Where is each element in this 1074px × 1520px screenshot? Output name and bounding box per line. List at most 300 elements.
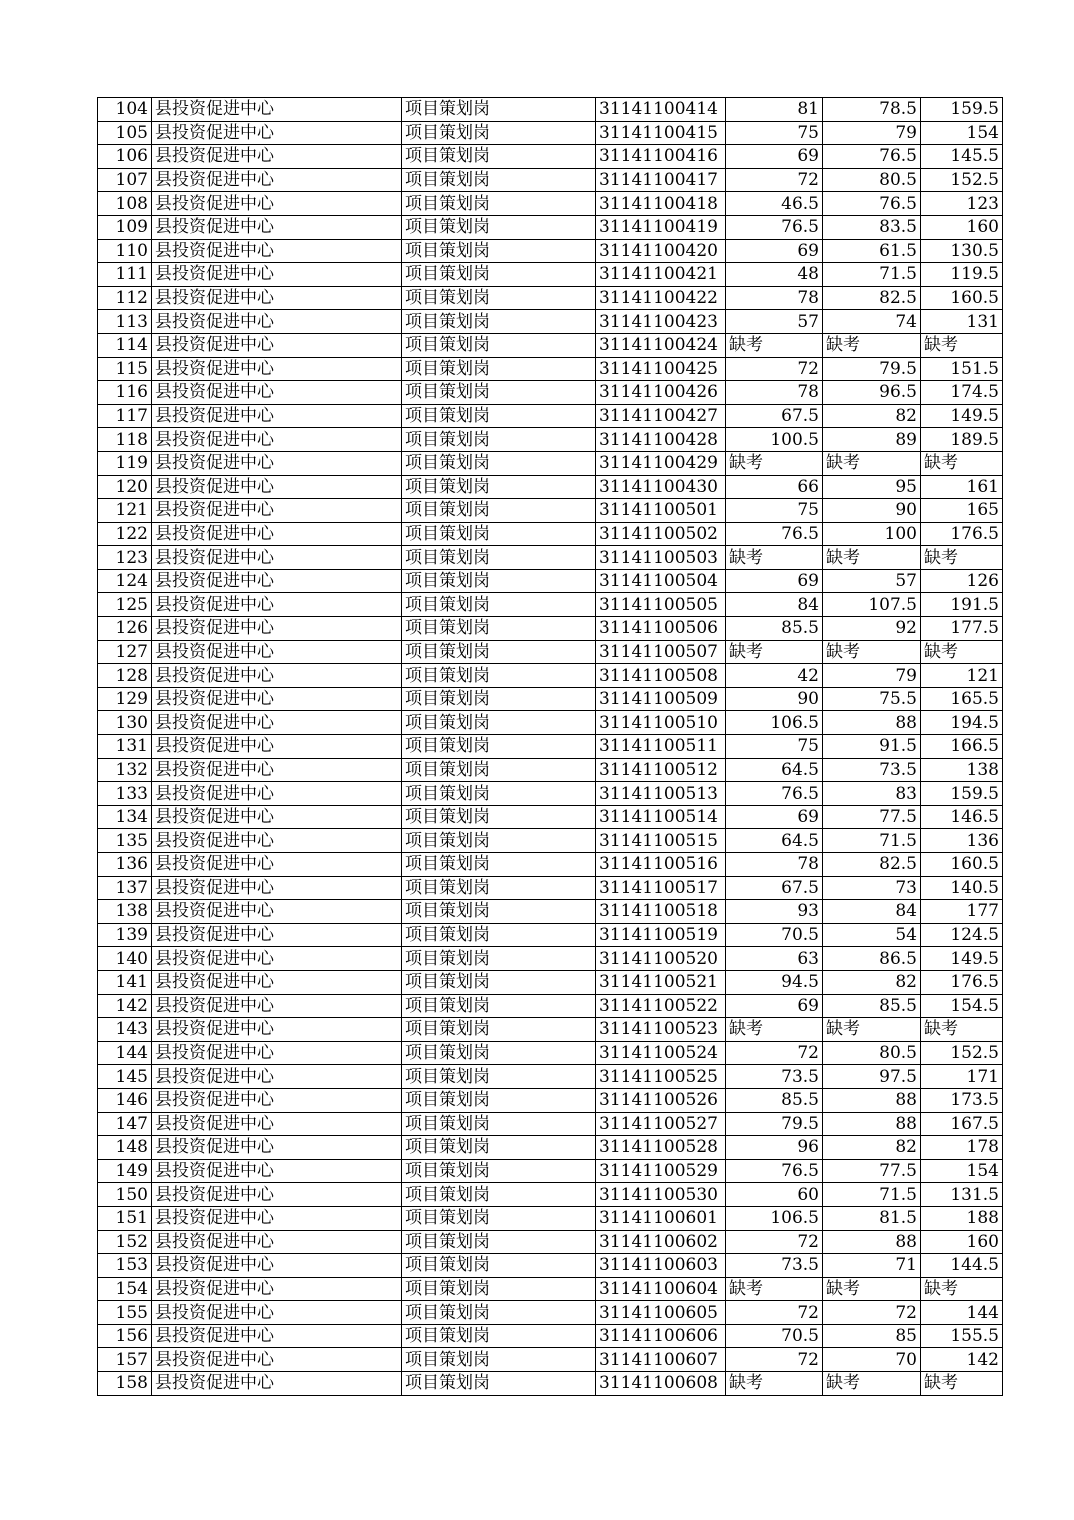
- total-score-cell: 144: [921, 1301, 1003, 1325]
- score-1-cell: 96: [726, 1136, 823, 1160]
- total-score-cell: 缺考: [921, 451, 1003, 475]
- total-score-cell: 130.5: [921, 239, 1003, 263]
- exam-number-cell: 31141100429: [596, 451, 726, 475]
- row-number-cell: 144: [98, 1041, 152, 1065]
- unit-name-cell: 县投资促进中心: [152, 1254, 402, 1278]
- exam-number-cell: 31141100419: [596, 215, 726, 239]
- table-row: [98, 1088, 1003, 1112]
- row-number-cell: 150: [98, 1183, 152, 1207]
- score-2-cell: 81.5: [823, 1206, 921, 1230]
- table-row: [98, 711, 1003, 735]
- score-1-cell: 85.5: [726, 617, 823, 641]
- table-row: [98, 1018, 1003, 1042]
- score-1-cell: 72: [726, 1348, 823, 1372]
- table-row: [98, 1230, 1003, 1254]
- score-1-cell: 76.5: [726, 522, 823, 546]
- score-2-cell: 80.5: [823, 168, 921, 192]
- exam-number-cell: 31141100522: [596, 994, 726, 1018]
- table-row: [98, 98, 1003, 122]
- row-number-cell: 158: [98, 1372, 152, 1396]
- score-2-cell: 88: [823, 1112, 921, 1136]
- exam-number-cell: 31141100501: [596, 499, 726, 523]
- row-number-cell: 132: [98, 758, 152, 782]
- row-number-cell: 115: [98, 357, 152, 381]
- row-number-cell: 128: [98, 664, 152, 688]
- exam-number-cell: 31141100520: [596, 947, 726, 971]
- row-number-cell: 120: [98, 475, 152, 499]
- table-row: [98, 923, 1003, 947]
- score-2-cell: 96.5: [823, 381, 921, 405]
- total-score-cell: 159.5: [921, 98, 1003, 122]
- total-score-cell: 126: [921, 569, 1003, 593]
- table-row: [98, 428, 1003, 452]
- row-number-cell: 137: [98, 876, 152, 900]
- score-1-cell: 64.5: [726, 758, 823, 782]
- position-name-cell: 项目策划岗: [402, 805, 596, 829]
- table-row: [98, 947, 1003, 971]
- exam-number-cell: 31141100417: [596, 168, 726, 192]
- score-2-cell: 缺考: [823, 1372, 921, 1396]
- position-name-cell: 项目策划岗: [402, 1206, 596, 1230]
- unit-name-cell: 县投资促进中心: [152, 1159, 402, 1183]
- exam-number-cell: 31141100428: [596, 428, 726, 452]
- unit-name-cell: 县投资促进中心: [152, 970, 402, 994]
- score-2-cell: 83: [823, 782, 921, 806]
- total-score-cell: 缺考: [921, 1018, 1003, 1042]
- unit-name-cell: 县投资促进中心: [152, 522, 402, 546]
- score-1-cell: 缺考: [726, 640, 823, 664]
- position-name-cell: 项目策划岗: [402, 593, 596, 617]
- table-row: [98, 994, 1003, 1018]
- unit-name-cell: 县投资促进中心: [152, 876, 402, 900]
- position-name-cell: 项目策划岗: [402, 404, 596, 428]
- score-2-cell: 缺考: [823, 1018, 921, 1042]
- score-2-cell: 75.5: [823, 687, 921, 711]
- table-row: [98, 192, 1003, 216]
- total-score-cell: 138: [921, 758, 1003, 782]
- row-number-cell: 127: [98, 640, 152, 664]
- score-2-cell: 82.5: [823, 853, 921, 877]
- score-2-cell: 71.5: [823, 1183, 921, 1207]
- table-row: [98, 758, 1003, 782]
- score-1-cell: 67.5: [726, 876, 823, 900]
- table-row: [98, 1183, 1003, 1207]
- exam-number-cell: 31141100511: [596, 735, 726, 759]
- table-row: [98, 970, 1003, 994]
- score-1-cell: 94.5: [726, 970, 823, 994]
- unit-name-cell: 县投资促进中心: [152, 239, 402, 263]
- table-row: [98, 782, 1003, 806]
- position-name-cell: 项目策划岗: [402, 357, 596, 381]
- unit-name-cell: 县投资促进中心: [152, 664, 402, 688]
- table-row: [98, 1254, 1003, 1278]
- position-name-cell: 项目策划岗: [402, 923, 596, 947]
- exam-number-cell: 31141100606: [596, 1324, 726, 1348]
- score-2-cell: 82.5: [823, 286, 921, 310]
- unit-name-cell: 县投资促进中心: [152, 310, 402, 334]
- score-2-cell: 92: [823, 617, 921, 641]
- unit-name-cell: 县投资促进中心: [152, 735, 402, 759]
- position-name-cell: 项目策划岗: [402, 121, 596, 145]
- table-row: [98, 1159, 1003, 1183]
- unit-name-cell: 县投资促进中心: [152, 451, 402, 475]
- score-2-cell: 缺考: [823, 1277, 921, 1301]
- position-name-cell: 项目策划岗: [402, 546, 596, 570]
- total-score-cell: 159.5: [921, 782, 1003, 806]
- score-1-cell: 69: [726, 569, 823, 593]
- table-row: [98, 310, 1003, 334]
- position-name-cell: 项目策划岗: [402, 711, 596, 735]
- score-2-cell: 88: [823, 711, 921, 735]
- row-number-cell: 155: [98, 1301, 152, 1325]
- exam-number-cell: 31141100416: [596, 145, 726, 169]
- row-number-cell: 153: [98, 1254, 152, 1278]
- total-score-cell: 119.5: [921, 263, 1003, 287]
- position-name-cell: 项目策划岗: [402, 1301, 596, 1325]
- unit-name-cell: 县投资促进中心: [152, 98, 402, 122]
- position-name-cell: 项目策划岗: [402, 617, 596, 641]
- position-name-cell: 项目策划岗: [402, 900, 596, 924]
- score-2-cell: 73: [823, 876, 921, 900]
- total-score-cell: 176.5: [921, 970, 1003, 994]
- table-row: [98, 876, 1003, 900]
- score-1-cell: 85.5: [726, 1088, 823, 1112]
- total-score-cell: 131.5: [921, 1183, 1003, 1207]
- unit-name-cell: 县投资促进中心: [152, 805, 402, 829]
- table-row: [98, 357, 1003, 381]
- table-row: [98, 263, 1003, 287]
- table-row: [98, 239, 1003, 263]
- total-score-cell: 160: [921, 1230, 1003, 1254]
- exam-number-cell: 31141100509: [596, 687, 726, 711]
- total-score-cell: 166.5: [921, 735, 1003, 759]
- unit-name-cell: 县投资促进中心: [152, 900, 402, 924]
- position-name-cell: 项目策划岗: [402, 192, 596, 216]
- score-2-cell: 61.5: [823, 239, 921, 263]
- score-1-cell: 70.5: [726, 923, 823, 947]
- exam-number-cell: 31141100415: [596, 121, 726, 145]
- score-2-cell: 71.5: [823, 263, 921, 287]
- total-score-cell: 174.5: [921, 381, 1003, 405]
- score-2-cell: 97.5: [823, 1065, 921, 1089]
- row-number-cell: 123: [98, 546, 152, 570]
- position-name-cell: 项目策划岗: [402, 98, 596, 122]
- score-1-cell: 72: [726, 1230, 823, 1254]
- exam-number-cell: 31141100505: [596, 593, 726, 617]
- position-name-cell: 项目策划岗: [402, 876, 596, 900]
- total-score-cell: 160.5: [921, 286, 1003, 310]
- score-2-cell: 82: [823, 404, 921, 428]
- unit-name-cell: 县投资促进中心: [152, 192, 402, 216]
- score-2-cell: 71.5: [823, 829, 921, 853]
- exam-number-cell: 31141100425: [596, 357, 726, 381]
- exam-number-cell: 31141100418: [596, 192, 726, 216]
- row-number-cell: 135: [98, 829, 152, 853]
- table-row: [98, 381, 1003, 405]
- unit-name-cell: 县投资促进中心: [152, 145, 402, 169]
- total-score-cell: 160: [921, 215, 1003, 239]
- position-name-cell: 项目策划岗: [402, 1348, 596, 1372]
- total-score-cell: 165: [921, 499, 1003, 523]
- unit-name-cell: 县投资促进中心: [152, 853, 402, 877]
- total-score-cell: 173.5: [921, 1088, 1003, 1112]
- table-row: [98, 853, 1003, 877]
- table-row: [98, 404, 1003, 428]
- position-name-cell: 项目策划岗: [402, 381, 596, 405]
- position-name-cell: 项目策划岗: [402, 1112, 596, 1136]
- position-name-cell: 项目策划岗: [402, 569, 596, 593]
- row-number-cell: 104: [98, 98, 152, 122]
- score-2-cell: 缺考: [823, 333, 921, 357]
- score-1-cell: 63: [726, 947, 823, 971]
- row-number-cell: 116: [98, 381, 152, 405]
- row-number-cell: 129: [98, 687, 152, 711]
- position-name-cell: 项目策划岗: [402, 1065, 596, 1089]
- row-number-cell: 154: [98, 1277, 152, 1301]
- total-score-cell: 171: [921, 1065, 1003, 1089]
- position-name-cell: 项目策划岗: [402, 640, 596, 664]
- total-score-cell: 149.5: [921, 947, 1003, 971]
- position-name-cell: 项目策划岗: [402, 687, 596, 711]
- exam-number-cell: 31141100512: [596, 758, 726, 782]
- score-1-cell: 90: [726, 687, 823, 711]
- row-number-cell: 136: [98, 853, 152, 877]
- score-table-body: [98, 98, 1003, 1396]
- row-number-cell: 111: [98, 263, 152, 287]
- row-number-cell: 149: [98, 1159, 152, 1183]
- score-2-cell: 76.5: [823, 145, 921, 169]
- position-name-cell: 项目策划岗: [402, 1088, 596, 1112]
- position-name-cell: 项目策划岗: [402, 145, 596, 169]
- score-1-cell: 46.5: [726, 192, 823, 216]
- unit-name-cell: 县投资促进中心: [152, 1065, 402, 1089]
- row-number-cell: 118: [98, 428, 152, 452]
- row-number-cell: 146: [98, 1088, 152, 1112]
- score-1-cell: 93: [726, 900, 823, 924]
- score-1-cell: 72: [726, 168, 823, 192]
- position-name-cell: 项目策划岗: [402, 286, 596, 310]
- total-score-cell: 136: [921, 829, 1003, 853]
- score-2-cell: 79: [823, 664, 921, 688]
- score-2-cell: 79: [823, 121, 921, 145]
- table-row: [98, 1112, 1003, 1136]
- table-row: [98, 451, 1003, 475]
- position-name-cell: 项目策划岗: [402, 947, 596, 971]
- row-number-cell: 124: [98, 569, 152, 593]
- row-number-cell: 147: [98, 1112, 152, 1136]
- row-number-cell: 133: [98, 782, 152, 806]
- exam-number-cell: 31141100527: [596, 1112, 726, 1136]
- total-score-cell: 123: [921, 192, 1003, 216]
- row-number-cell: 138: [98, 900, 152, 924]
- table-row: [98, 569, 1003, 593]
- row-number-cell: 143: [98, 1018, 152, 1042]
- unit-name-cell: 县投资促进中心: [152, 923, 402, 947]
- score-1-cell: 缺考: [726, 546, 823, 570]
- exam-number-cell: 31141100608: [596, 1372, 726, 1396]
- score-2-cell: 90: [823, 499, 921, 523]
- total-score-cell: 145.5: [921, 145, 1003, 169]
- position-name-cell: 项目策划岗: [402, 215, 596, 239]
- unit-name-cell: 县投资促进中心: [152, 333, 402, 357]
- position-name-cell: 项目策划岗: [402, 1230, 596, 1254]
- score-2-cell: 79.5: [823, 357, 921, 381]
- table-row: [98, 168, 1003, 192]
- unit-name-cell: 县投资促进中心: [152, 121, 402, 145]
- row-number-cell: 122: [98, 522, 152, 546]
- exam-number-cell: 31141100503: [596, 546, 726, 570]
- exam-number-cell: 31141100516: [596, 853, 726, 877]
- score-1-cell: 75: [726, 735, 823, 759]
- position-name-cell: 项目策划岗: [402, 1159, 596, 1183]
- position-name-cell: 项目策划岗: [402, 782, 596, 806]
- position-name-cell: 项目策划岗: [402, 1041, 596, 1065]
- unit-name-cell: 县投资促进中心: [152, 569, 402, 593]
- total-score-cell: 144.5: [921, 1254, 1003, 1278]
- row-number-cell: 117: [98, 404, 152, 428]
- score-1-cell: 73.5: [726, 1065, 823, 1089]
- row-number-cell: 114: [98, 333, 152, 357]
- exam-number-cell: 31141100424: [596, 333, 726, 357]
- table-row: [98, 333, 1003, 357]
- row-number-cell: 126: [98, 617, 152, 641]
- score-1-cell: 78: [726, 853, 823, 877]
- score-1-cell: 72: [726, 1301, 823, 1325]
- unit-name-cell: 县投资促进中心: [152, 994, 402, 1018]
- score-table: [97, 97, 1003, 1396]
- exam-number-cell: 31141100422: [596, 286, 726, 310]
- score-1-cell: 42: [726, 664, 823, 688]
- unit-name-cell: 县投资促进中心: [152, 168, 402, 192]
- table-row: [98, 475, 1003, 499]
- total-score-cell: 146.5: [921, 805, 1003, 829]
- exam-number-cell: 31141100414: [596, 98, 726, 122]
- score-1-cell: 100.5: [726, 428, 823, 452]
- exam-number-cell: 31141100607: [596, 1348, 726, 1372]
- exam-number-cell: 31141100504: [596, 569, 726, 593]
- unit-name-cell: 县投资促进中心: [152, 1277, 402, 1301]
- unit-name-cell: 县投资促进中心: [152, 1088, 402, 1112]
- unit-name-cell: 县投资促进中心: [152, 782, 402, 806]
- exam-number-cell: 31141100518: [596, 900, 726, 924]
- row-number-cell: 112: [98, 286, 152, 310]
- exam-number-cell: 31141100604: [596, 1277, 726, 1301]
- score-2-cell: 70: [823, 1348, 921, 1372]
- unit-name-cell: 县投资促进中心: [152, 1112, 402, 1136]
- exam-number-cell: 31141100507: [596, 640, 726, 664]
- score-2-cell: 76.5: [823, 192, 921, 216]
- table-row: [98, 687, 1003, 711]
- score-1-cell: 缺考: [726, 1018, 823, 1042]
- score-1-cell: 70.5: [726, 1324, 823, 1348]
- exam-number-cell: 31141100517: [596, 876, 726, 900]
- score-1-cell: 106.5: [726, 1206, 823, 1230]
- position-name-cell: 项目策划岗: [402, 428, 596, 452]
- exam-number-cell: 31141100421: [596, 263, 726, 287]
- unit-name-cell: 县投资促进中心: [152, 546, 402, 570]
- position-name-cell: 项目策划岗: [402, 829, 596, 853]
- row-number-cell: 139: [98, 923, 152, 947]
- row-number-cell: 157: [98, 1348, 152, 1372]
- row-number-cell: 121: [98, 499, 152, 523]
- total-score-cell: 152.5: [921, 168, 1003, 192]
- unit-name-cell: 县投资促进中心: [152, 215, 402, 239]
- table-row: [98, 593, 1003, 617]
- position-name-cell: 项目策划岗: [402, 1183, 596, 1207]
- score-2-cell: 83.5: [823, 215, 921, 239]
- total-score-cell: 151.5: [921, 357, 1003, 381]
- exam-number-cell: 31141100521: [596, 970, 726, 994]
- unit-name-cell: 县投资促进中心: [152, 1324, 402, 1348]
- score-2-cell: 85.5: [823, 994, 921, 1018]
- position-name-cell: 项目策划岗: [402, 451, 596, 475]
- score-2-cell: 71: [823, 1254, 921, 1278]
- exam-number-cell: 31141100430: [596, 475, 726, 499]
- exam-number-cell: 31141100513: [596, 782, 726, 806]
- table-row: [98, 735, 1003, 759]
- row-number-cell: 145: [98, 1065, 152, 1089]
- score-2-cell: 80.5: [823, 1041, 921, 1065]
- position-name-cell: 项目策划岗: [402, 239, 596, 263]
- total-score-cell: 149.5: [921, 404, 1003, 428]
- unit-name-cell: 县投资促进中心: [152, 286, 402, 310]
- score-1-cell: 69: [726, 805, 823, 829]
- score-1-cell: 78: [726, 381, 823, 405]
- table-row: [98, 1136, 1003, 1160]
- exam-number-cell: 31141100525: [596, 1065, 726, 1089]
- exam-number-cell: 31141100515: [596, 829, 726, 853]
- position-name-cell: 项目策划岗: [402, 994, 596, 1018]
- position-name-cell: 项目策划岗: [402, 522, 596, 546]
- table-row: [98, 640, 1003, 664]
- unit-name-cell: 县投资促进中心: [152, 640, 402, 664]
- score-1-cell: 66: [726, 475, 823, 499]
- score-2-cell: 57: [823, 569, 921, 593]
- total-score-cell: 177: [921, 900, 1003, 924]
- score-2-cell: 77.5: [823, 805, 921, 829]
- unit-name-cell: 县投资促进中心: [152, 1230, 402, 1254]
- unit-name-cell: 县投资促进中心: [152, 1206, 402, 1230]
- row-number-cell: 140: [98, 947, 152, 971]
- exam-number-cell: 31141100502: [596, 522, 726, 546]
- exam-number-cell: 31141100603: [596, 1254, 726, 1278]
- exam-number-cell: 31141100420: [596, 239, 726, 263]
- position-name-cell: 项目策划岗: [402, 1254, 596, 1278]
- score-2-cell: 54: [823, 923, 921, 947]
- score-1-cell: 69: [726, 239, 823, 263]
- score-1-cell: 76.5: [726, 782, 823, 806]
- exam-number-cell: 31141100427: [596, 404, 726, 428]
- score-1-cell: 72: [726, 357, 823, 381]
- total-score-cell: 154: [921, 1159, 1003, 1183]
- score-2-cell: 缺考: [823, 640, 921, 664]
- row-number-cell: 108: [98, 192, 152, 216]
- score-2-cell: 74: [823, 310, 921, 334]
- total-score-cell: 161: [921, 475, 1003, 499]
- row-number-cell: 106: [98, 145, 152, 169]
- unit-name-cell: 县投资促进中心: [152, 711, 402, 735]
- total-score-cell: 142: [921, 1348, 1003, 1372]
- unit-name-cell: 县投资促进中心: [152, 475, 402, 499]
- exam-number-cell: 31141100530: [596, 1183, 726, 1207]
- table-row: [98, 1041, 1003, 1065]
- unit-name-cell: 县投资促进中心: [152, 1041, 402, 1065]
- score-2-cell: 100: [823, 522, 921, 546]
- position-name-cell: 项目策划岗: [402, 970, 596, 994]
- score-2-cell: 85: [823, 1324, 921, 1348]
- total-score-cell: 154.5: [921, 994, 1003, 1018]
- score-2-cell: 82: [823, 1136, 921, 1160]
